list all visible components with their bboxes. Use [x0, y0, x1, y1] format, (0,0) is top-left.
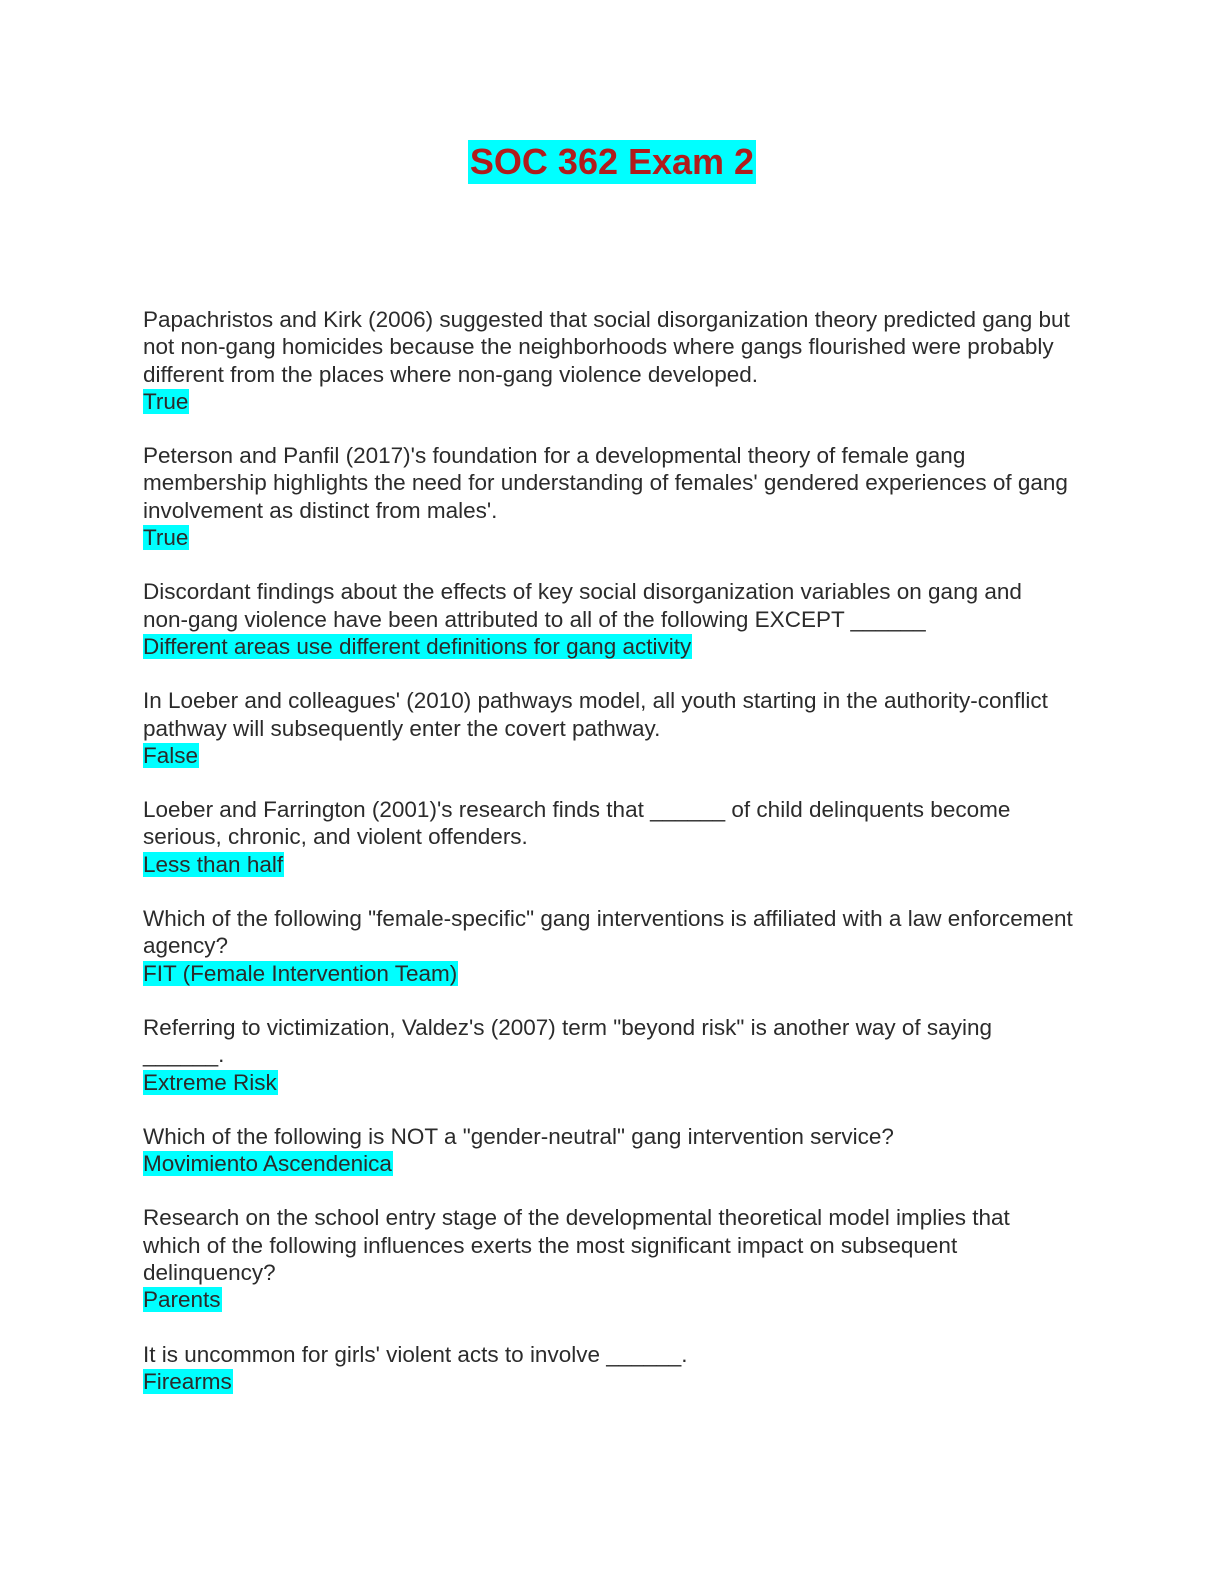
answer-line: [143, 1069, 1073, 1096]
answer-highlight: True: [143, 388, 189, 414]
answer-highlight: True: [143, 525, 189, 551]
question-text: Research on the school entry stage of the developmental theoretical model implies that which of the following influences exerts the most significant impact on subsequent delinquency?: [143, 1205, 1010, 1286]
answer-highlight: False: [143, 742, 199, 768]
answer-highlight: Movimiento Ascendenica: [143, 1151, 392, 1177]
answer-highlight: FIT (Female Intervention Team): [143, 960, 458, 986]
question-text: In Loeber and colleagues' (2010) pathways model, all youth starting in the authority-conflict pathway will subsequently enter the covert pathway.: [143, 688, 1048, 741]
answer-highlight: Different areas use different definitions for gang activity: [143, 633, 692, 659]
question-item: [143, 442, 1073, 551]
answer-line: [143, 524, 1073, 551]
question-item: [143, 578, 1073, 660]
question-list: [143, 306, 1073, 1422]
question-text: It is uncommon for girls' violent acts to involve ______.: [143, 1341, 688, 1367]
question-text: Discordant findings about the effects of key social disorganization variables on gang and non-gang violence have been attributed to all of the following EXCEPT ______: [143, 579, 1022, 632]
question-text: Referring to victimization, Valdez's (2007) term "beyond risk" is another way of saying ______.: [143, 1014, 992, 1068]
question-item: [143, 306, 1073, 415]
answer-line: [143, 388, 1073, 415]
answer-line: [143, 851, 1073, 878]
question-text: Which of the following is NOT a "gender-neutral" gang intervention service?: [143, 1123, 894, 1149]
question-text: Loeber and Farrington (2001)'s research finds that ______ of child delinquents become serious, chronic, and violent offenders.: [143, 797, 1011, 850]
answer-line: [143, 633, 1073, 660]
title-container: [0, 140, 1224, 184]
answer-highlight: Less than half: [143, 851, 284, 877]
answer-line: [143, 742, 1073, 769]
question-item: [143, 1204, 1073, 1313]
question-item: [143, 1123, 1073, 1178]
answer-highlight: Extreme Risk: [143, 1069, 277, 1095]
answer-line: [143, 1150, 1073, 1177]
question-item: [143, 687, 1073, 769]
answer-line: [143, 1286, 1073, 1313]
question-item: [143, 905, 1073, 987]
question-item: [143, 1014, 1073, 1096]
question-item: [143, 1341, 1073, 1396]
answer-line: [143, 960, 1073, 987]
answer-line: [143, 1368, 1073, 1395]
page-title: SOC 362 Exam 2: [469, 141, 755, 182]
question-text: Papachristos and Kirk (2006) suggested that social disorganization theory predicted gang but not non-gang homicides because the neighborhoods where gangs flourished were probably different from the places where non-gang violence developed.: [143, 307, 1070, 387]
question-text: Which of the following "female-specific" gang interventions is affiliated with a law enforcement agency?: [143, 906, 1073, 959]
question-text: Peterson and Panfil (2017)'s foundation for a developmental theory of female gang membership highlights the need for understanding of females' gendered experiences of gang involvement as distinct from males'.: [143, 443, 1068, 523]
answer-highlight: Firearms: [143, 1368, 232, 1394]
question-item: [143, 796, 1073, 878]
answer-highlight: Parents: [143, 1287, 221, 1313]
